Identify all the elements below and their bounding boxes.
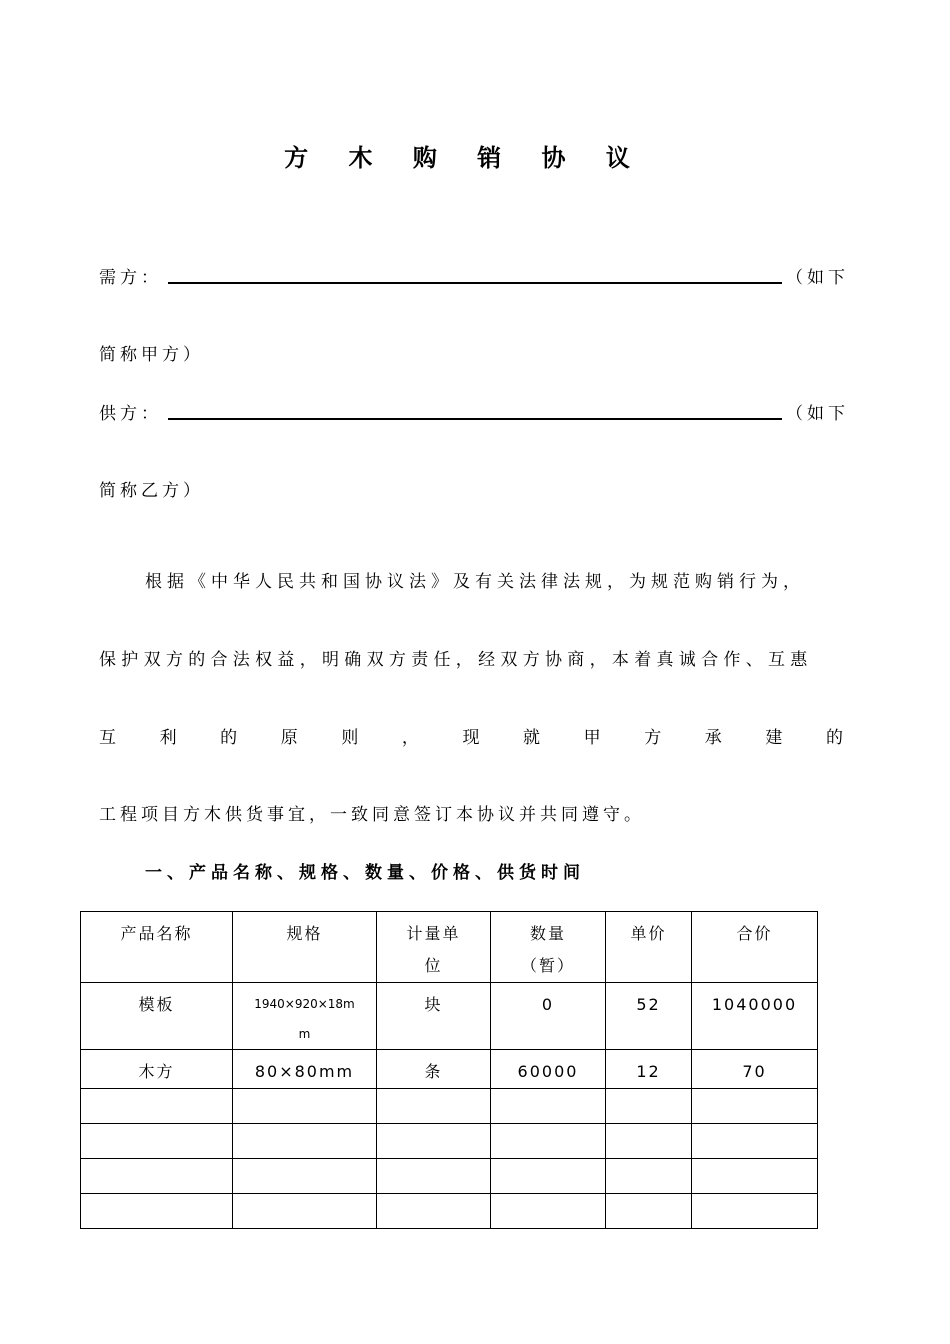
empty-cell[interactable]	[491, 1194, 606, 1229]
intro-word: 承	[704, 728, 726, 748]
empty-cell[interactable]	[81, 1124, 233, 1159]
cell-unit: 条	[377, 1050, 491, 1089]
cell-unit: 块	[377, 983, 491, 1050]
intro-word: 则	[341, 728, 363, 748]
empty-cell[interactable]	[81, 1159, 233, 1194]
header-price: 单价	[606, 912, 692, 983]
header-unit-line-1: 计量单	[406, 924, 461, 943]
empty-cell[interactable]	[377, 1194, 491, 1229]
cell-total: 70	[692, 1050, 818, 1089]
empty-cell[interactable]	[606, 1159, 692, 1194]
empty-cell[interactable]	[692, 1194, 818, 1229]
section-1-title: 一、产品名称、规格、数量、价格、供货时间	[145, 863, 585, 883]
cell-name: 模板	[81, 983, 233, 1050]
cell-qty: 0	[491, 983, 606, 1050]
buyer-label: 需方：	[99, 268, 162, 288]
empty-table-row	[81, 1159, 818, 1194]
header-qty-line-2: （暂）	[520, 956, 575, 975]
empty-cell[interactable]	[606, 1089, 692, 1124]
empty-cell[interactable]	[491, 1089, 606, 1124]
empty-cell[interactable]	[491, 1159, 606, 1194]
seller-label: 供方：	[99, 404, 162, 424]
empty-cell[interactable]	[491, 1124, 606, 1159]
empty-cell[interactable]	[377, 1089, 491, 1124]
intro-line-4: 工程项目方木供货事宜，一致同意签订本协议并共同遵守。	[99, 805, 645, 825]
intro-word: 的	[825, 728, 847, 748]
header-spec: 规格	[233, 912, 377, 983]
cell-spec-line-2: m	[298, 1027, 311, 1041]
cell-total: 1040000	[692, 983, 818, 1050]
document-title: 方 木 购 销 协 议	[284, 144, 646, 172]
buyer-suffix: （如下	[786, 268, 849, 288]
empty-cell[interactable]	[377, 1159, 491, 1194]
empty-cell[interactable]	[233, 1194, 377, 1229]
header-unit-line-2: 位	[424, 956, 443, 975]
intro-word: 的	[220, 728, 242, 748]
intro-line-3	[99, 723, 847, 748]
header-unit	[377, 912, 491, 983]
buyer-note: 简称甲方）	[99, 345, 204, 365]
buyer-name-blank[interactable]	[168, 282, 782, 284]
intro-line-1: 根据《中华人民共和国协议法》及有关法律法规，为规范购销行为，	[145, 572, 805, 592]
intro-word: 建	[765, 728, 787, 748]
empty-table-row	[81, 1194, 818, 1229]
empty-cell[interactable]	[692, 1089, 818, 1124]
empty-cell[interactable]	[81, 1089, 233, 1124]
intro-line-2: 保护双方的合法权益，明确双方责任，经双方协商，本着真诚合作、互惠	[99, 650, 813, 670]
seller-suffix: （如下	[786, 404, 849, 424]
empty-cell[interactable]	[233, 1159, 377, 1194]
intro-word: 现	[462, 728, 484, 748]
empty-cell[interactable]	[606, 1194, 692, 1229]
cell-name: 木方	[81, 1050, 233, 1089]
table-header-row	[81, 912, 818, 983]
cell-spec: 80×80mm	[233, 1050, 377, 1089]
cell-spec-line-1: 1940×920×18m	[254, 997, 355, 1011]
empty-table-row	[81, 1089, 818, 1124]
header-qty-line-1: 数量	[529, 924, 566, 943]
header-total: 合价	[692, 912, 818, 983]
table-row	[81, 983, 818, 1050]
cell-qty: 60000	[491, 1050, 606, 1089]
empty-cell[interactable]	[692, 1159, 818, 1194]
cell-price: 12	[606, 1050, 692, 1089]
empty-cell[interactable]	[377, 1124, 491, 1159]
empty-cell[interactable]	[606, 1124, 692, 1159]
intro-word: 原	[280, 728, 302, 748]
empty-cell[interactable]	[692, 1124, 818, 1159]
intro-word: 甲	[583, 728, 605, 748]
seller-note: 简称乙方）	[99, 481, 204, 501]
empty-cell[interactable]	[233, 1089, 377, 1124]
table-row	[81, 1050, 818, 1089]
header-qty	[491, 912, 606, 983]
header-name: 产品名称	[81, 912, 233, 983]
intro-word: 方	[644, 728, 666, 748]
seller-name-blank[interactable]	[168, 418, 782, 420]
empty-table-row	[81, 1124, 818, 1159]
empty-cell[interactable]	[233, 1124, 377, 1159]
empty-cell[interactable]	[81, 1194, 233, 1229]
cell-spec	[233, 983, 377, 1050]
intro-word: 互	[99, 728, 120, 748]
intro-word: ，	[401, 728, 423, 748]
product-table	[80, 911, 818, 1229]
intro-word: 就	[523, 728, 545, 748]
intro-word: 利	[159, 728, 181, 748]
cell-price: 52	[606, 983, 692, 1050]
